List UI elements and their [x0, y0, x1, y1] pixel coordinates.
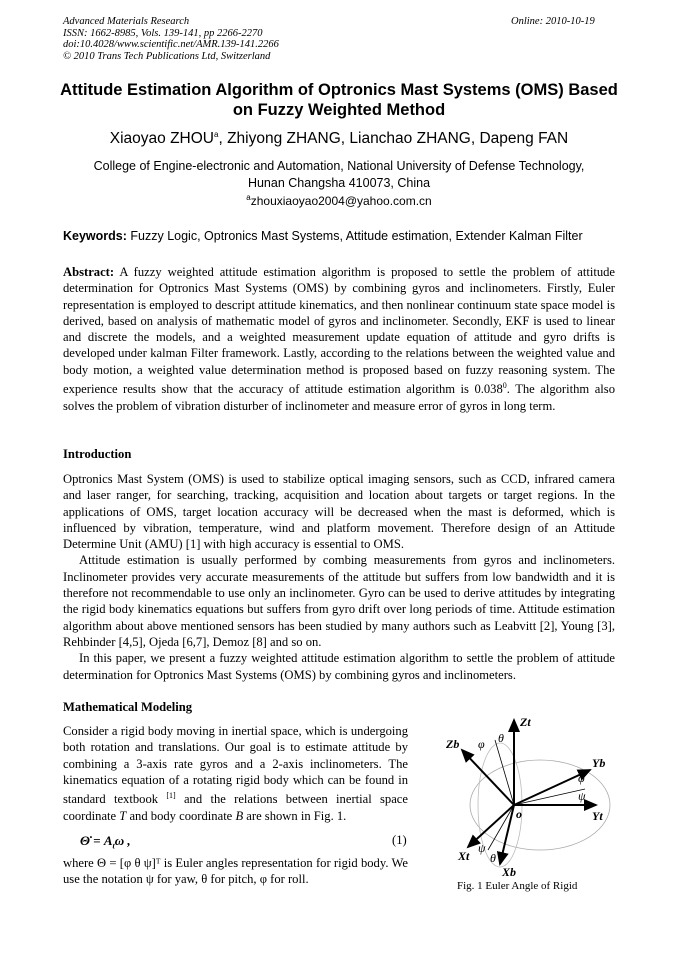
keywords [63, 229, 623, 243]
label-origin: o [516, 807, 522, 821]
euler-angle-figure [440, 712, 620, 877]
affiliation [40, 158, 638, 192]
symbol-B: B [235, 808, 244, 823]
journal-header [63, 16, 279, 62]
author-rest: , Zhiyong ZHANG, Lianchao ZHANG, Dapeng FAN [218, 130, 569, 148]
authors [40, 130, 638, 148]
author-first: Xiaoyao ZHOU [109, 130, 214, 148]
paper-title: Attitude Estimation Algorithm of Optronics Mast Systems (OMS) Based on Fuzzy Weighted Method [60, 81, 618, 119]
keywords-text: Fuzzy Logic, Optronics Mast Systems, Attitude estimation, Extender Kalman Filter [126, 229, 583, 243]
modeling-text: and body coordinate [126, 808, 236, 823]
intro-paragraph-3: In this paper, we present a fuzzy weighted attitude estimation algorithm to settle the problem of attitude determination for Optronics Mast Systems (OMS) by combining gyros and inclinometers. [63, 651, 615, 682]
label-phi: φ [478, 737, 485, 751]
introduction-heading: Introduction [63, 447, 132, 461]
abstract [63, 264, 615, 414]
projection-line [514, 789, 585, 805]
label-phi-2: φ [578, 771, 585, 785]
email-address[interactable]: zhouxiaoyao2004@yahoo.com.cn [250, 194, 432, 208]
abstract-sup: 0 [502, 381, 507, 391]
online-date: Online: 2010-10-19 [511, 16, 595, 27]
label-psi: ψ [578, 789, 586, 803]
keywords-label: Keywords: [63, 229, 127, 243]
projection-line [488, 805, 514, 850]
label-xb: Xb [502, 865, 517, 877]
label-xt: Xt [458, 849, 470, 863]
equation-1 [80, 833, 131, 851]
modeling-paragraph-1 [63, 723, 408, 824]
axis-xb [500, 805, 514, 864]
equation-tail: ω , [114, 833, 131, 848]
modeling-text: and the relations between inertial space coordinate [63, 792, 408, 823]
equation-sub: t [112, 841, 115, 851]
abstract-label: Abstract: [63, 265, 115, 279]
citation: [1] [166, 791, 176, 801]
axis-xt [468, 805, 514, 847]
intro-paragraph-1: Optronics Mast System (OMS) is used to stabilize optical imaging sensors, such as CCD, infrared camera and laser ranger, for searching, tracking, acquisition and location about targets or target regions. In the applications of OMS, target location accuracy will be decreased when the mast is deformed, which is influenced by vibration, temperature, wind and platform movement. Therefore design of an Attitude Determine Unit (AMU) [1] with high accuracy is essential to OMS. [63, 472, 615, 552]
label-yt: Yt [592, 809, 603, 823]
equation-number: (1) [392, 833, 407, 847]
abstract-text: A fuzzy weighted attitude estimation algorithm is proposed to settle the problem of attitude determination for Optronics Mast Systems (OMS) by combining gyros and inclinometers. Firstly, Euler representation is employed to descript attitude kinematics, and then nonlinear continuum state space model is derived, based on analysis of mathematic model of gyros and inclinometer. Secondly, EKF is used to linear and discrete the models, and a weighted measurement update equation of attitude and gyro drifts is developed under kalman Filter framework. Lastly, according to the relations between the weighted value and body motion, a weighted value determination method is proposed based on fuzzy reasoning system. The experience results show that the accuracy of attitude estimation algorithm is 0.038 [63, 265, 615, 397]
figure-caption: Fig. 1 Euler Angle of Rigid [457, 880, 578, 892]
modeling-heading: Mathematical Modeling [63, 700, 193, 714]
doi-link[interactable]: doi:10.4028/www.scientific.net/AMR.139-141.2266 [63, 39, 279, 50]
affiliation-line1: College of Engine-electronic and Automation, National University of Defense Technology, [93, 159, 585, 173]
modeling-text: Consider a rigid body moving in inertial space, which is undergoing both rotation and translations. Our goal is to estimate attitude by combining a 3-axis rate gyros and a 2-axis inclinometers. The kinematics equation of a rotating rigid body which can be found in standard textbook [63, 724, 408, 807]
label-theta: θ [498, 731, 504, 745]
affiliation-line2: Hunan Changsha 410073, China [247, 176, 431, 190]
label-yb: Yb [592, 756, 606, 770]
copyright: © 2010 Trans Tech Publications Ltd, Switzerland [63, 50, 271, 62]
label-theta-2: θ [490, 851, 496, 865]
equation-lhs: Θ̇ = A [80, 833, 113, 848]
issn: ISSN: 1662-8985, Vols. 139-141, pp 2266-2270 [63, 27, 263, 39]
author-sup: a [214, 130, 219, 139]
journal-name: Advanced Materials Research [63, 16, 190, 27]
label-psi-2: ψ [478, 841, 486, 855]
symbol-T: T [119, 808, 127, 823]
modeling-paragraph-2: where Θ = [φ θ ψ]ᵀ is Euler angles representation for rigid body. We use the notation ψ for yaw, θ for pitch, φ for roll. [63, 856, 408, 887]
intro-paragraph-2: Attitude estimation is usually performed by combing measurements from gyros and inclinometers. Inclinometer provides very accurate measurements of the attitude but suffers from low bandwidth and it is therefore not recommendable to use only an inclinometer. Gyro can be used to derive attitudes by integrating the rigid body kinematics equations but suffers from gyro drift over long periods of time. Attitude estimation algorithm about above mentioned sensors has been studied by many authors such as Leabvitt [2], Young [3], Rehbinder [4,5], Ojeda [6,7], Demoz [8] and so on. [63, 553, 615, 649]
label-zb: Zb [446, 737, 460, 751]
introduction-body [63, 471, 615, 683]
email [40, 193, 638, 208]
label-zt: Zt [520, 715, 531, 729]
abstract-text2: . The algorithm also solves the problem of vibration disturber of inclinometer and measure error of gyros in long term. [63, 382, 615, 413]
modeling-text: are shown in Fig. 1. [243, 808, 347, 823]
email-sup: a [246, 193, 251, 202]
